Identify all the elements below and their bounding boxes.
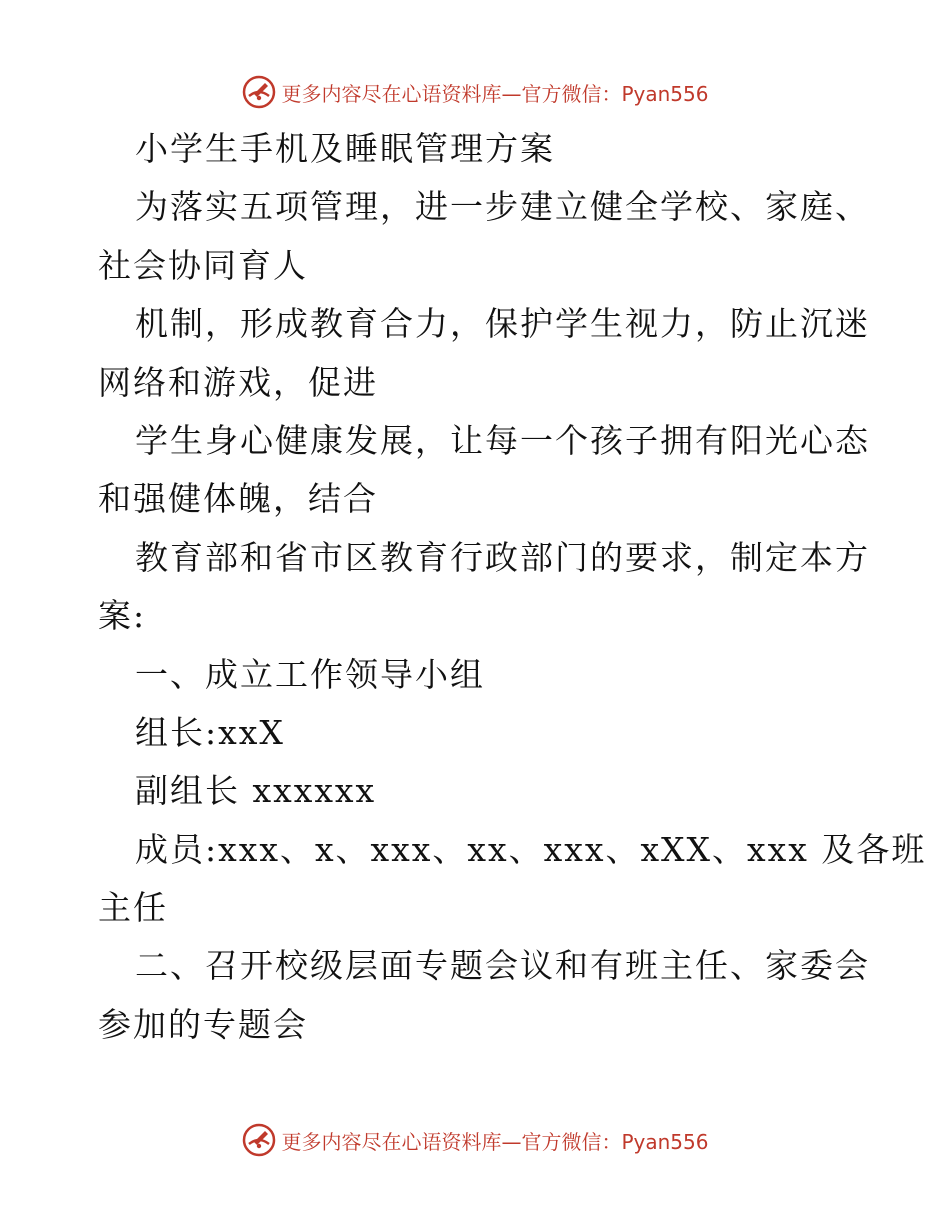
header-banner-title: 更多内容尽在心语资料库 — [281, 81, 502, 106]
section-heading: 二、召开校级层面专题会议和有班主任、家委会 — [135, 946, 870, 986]
members-line: 成员:xxx、x、xxx、xx、xxx、xXX、xxx 及各班 — [135, 829, 927, 869]
paragraph-line: 和强健体魄，结合 — [98, 479, 378, 519]
header-banner-wechat: 官方微信：Pyan556 — [521, 81, 709, 106]
paragraph-line: 机制，形成教育合力，保护学生视力，防止沉迷 — [135, 304, 870, 344]
footer-banner — [0, 1120, 950, 1160]
paragraph-line: 社会协同育人 — [98, 245, 308, 285]
paragraph-line: 网络和游戏，促进 — [98, 362, 378, 402]
leader-line: 组长:xxX — [135, 712, 285, 752]
header-banner-text — [281, 78, 708, 107]
book-pen-logo-icon — [241, 1122, 277, 1158]
paragraph-line: 学生身心健康发展，让每一个孩子拥有阳光心态 — [135, 420, 870, 460]
paragraph-line: 为落实五项管理，进一步建立健全学校、家庭、 — [135, 187, 870, 227]
paragraph-line: 参加的专题会 — [98, 1004, 308, 1044]
book-pen-logo-icon — [241, 74, 277, 110]
header-banner — [0, 72, 950, 112]
footer-banner-dash: — — [501, 1129, 522, 1154]
members-line: 主任 — [98, 888, 168, 928]
doc-title: 小学生手机及睡眠管理方案 — [135, 129, 555, 168]
header-banner-dash: — — [501, 81, 522, 106]
section-heading: 一、成立工作领导小组 — [135, 654, 485, 694]
footer-banner-title: 更多内容尽在心语资料库 — [281, 1129, 502, 1154]
footer-banner-text — [281, 1126, 708, 1155]
document-body — [98, 120, 927, 1054]
deputy-leader-line: 副组长 xxxxxx — [135, 771, 377, 811]
footer-banner-wechat: 官方微信：Pyan556 — [521, 1129, 709, 1154]
paragraph-line: 案: — [98, 596, 147, 636]
paragraph-line: 教育部和省市区教育行政部门的要求，制定本方 — [135, 537, 870, 577]
